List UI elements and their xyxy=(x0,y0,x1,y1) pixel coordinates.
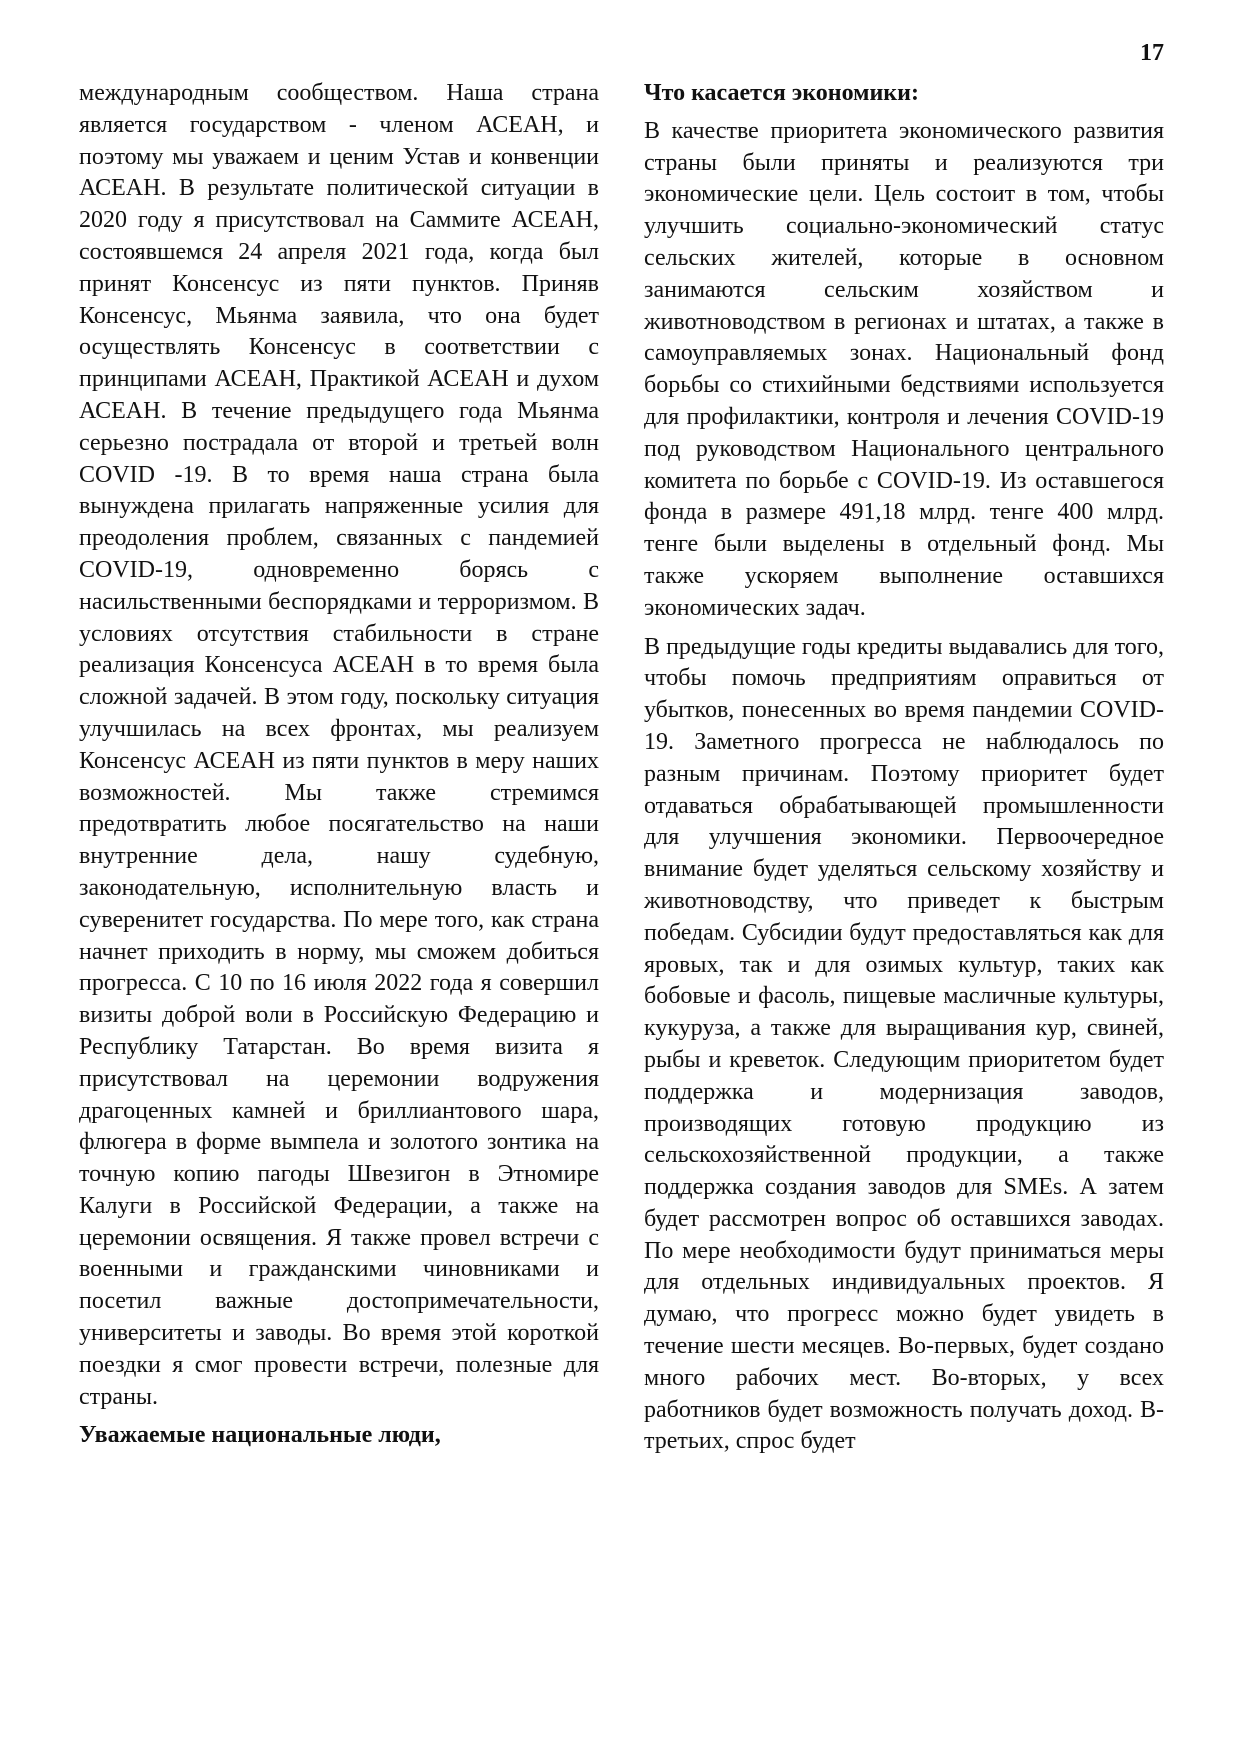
section-heading: Уважаемые национальные люди, xyxy=(79,1422,441,1449)
left-column xyxy=(79,78,599,1458)
body-paragraph: международным сообществом. Наша страна является государством - членом АСЕАН, и поэтому мы уважаем и ценим Устав и конвенции АСЕАН. В результате политической ситуации в 2020 году я присутствовал на Саммите АСЕАН, состоявшемся 24 апреля 2021 года, когда был принят Консенсус из пяти пунктов. Приняв Консенсус, Мьянма заявила, что она будет осуществлять Консенсус в соответствии с принципами АСЕАН, Практикой АСЕАН и духом АСЕАН. В течение предыдущего года Мьянма серьезно пострадала от второй и третьей волн COVID -19. В то время наша страна была вынуждена прилагать напряженные усилия для преодоления проблем, связанных с пандемией COVID-19, одновременно борясь с насильственными беспорядками и терроризмом. В условиях отсутствия стабильности в стране реализация Консенсуса АСЕАН в то время была сложной задачей. В этом году, поскольку ситуация улучшилась на всех фронтах, мы реализуем Консенсус АСЕАН из пяти пунктов в меру наших возможностей. Мы также стремимся предотвратить любое посягательство на наши внутренние дела, нашу судебную, законодательную, исполнительную власть и суверенитет государства. По мере того, как страна начнет приходить в норму, мы сможем добиться прогресса. С 10 по 16 июля 2022 года я совершил визиты доброй воли в Российскую Федерацию и Республику Татарстан. Во время визита я присутствовал на церемонии водружения драгоценных камней и бриллиантового шара, флюгера в форме вымпела и золотого зонтика на точную копию пагоды Швезигон в Этномире Калуги в Российской Федерации, а также на церемонии освящения. Я также провел встречи с военными и гражданскими чиновниками и посетил важные достопримечательности, университеты и заводы. Во время этой короткой поездки я смог провести встречи, полезные для страны. xyxy=(79,80,599,1410)
right-column xyxy=(644,78,1164,1465)
page-number: 17 xyxy=(1140,40,1164,66)
body-paragraph: В предыдущие годы кредиты выдавались для того, чтобы помочь предприятиям оправиться от убытков, понесенных во время пандемии COVID-19. Заметного прогресса не наблюдалось по разным причинам. Поэтому приоритет будет отдаваться обрабатывающей промышленности для улучшения экономики. Первоочередное внимание будет уделяться сельскому хозяйству и животноводству, что приведет к быстрым победам. Субсидии будут предоставляться как для яровых, так и для озимых культур, таких как бобовые и фасоль, пищевые масличные культуры, кукуруза, а также для выращивания кур, свиней, рыбы и креветок. Следующим приоритетом будет поддержка и модернизация заводов, производящих готовую продукцию из сельскохозяйственной продукции, а также поддержка создания заводов для SMEs. А затем будет рассмотрен вопрос об оставшихся заводах. По мере необходимости будут приниматься меры для отдельных индивидуальных проектов. Я думаю, что прогресс можно будет увидеть в течение шести месяцев. Во-первых, будет создано много рабочих мест. Во-вторых, у всех работников будет возможность получать доход. В-третьих, спрос будет xyxy=(644,633,1164,1455)
body-paragraph: В качестве приоритета экономического развития страны были приняты и реализуются три экономические цели. Цель состоит в том, чтобы улучшить социально-экономический статус сельских жителей, которые в основном занимаются сельским хозяйством и животноводством в регионах и штатах, а также в самоуправляемых зонах. Национальный фонд борьбы со стихийными бедствиями используется для профилактики, контроля и лечения COVID-19 под руководством Национального центрального комитета по борьбе с COVID-19. Из оставшегося фонда в размере 491,18 млрд. тенге 400 млрд. тенге были выделены в отдельный фонд. Мы также ускоряем выполнение оставшихся экономических задач. xyxy=(644,117,1164,621)
section-heading: Что касается экономики: xyxy=(644,80,919,106)
